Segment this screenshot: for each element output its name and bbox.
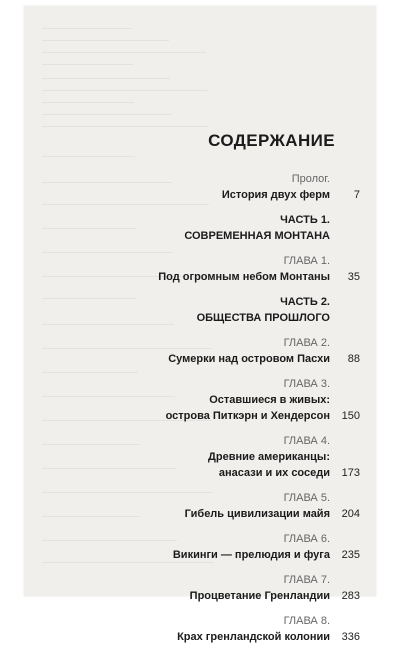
toc-entry — [134, 532, 364, 563]
ghost-line — [42, 228, 136, 229]
toc-page-number: 150 — [341, 410, 360, 422]
toc-part — [134, 295, 364, 326]
toc-title: Процветание Гренландии — [189, 590, 330, 602]
ghost-line — [42, 78, 170, 79]
toc-page-number: 35 — [347, 271, 360, 283]
toc-title: СОВРЕМЕННАЯ МОНТАНА — [184, 230, 330, 242]
toc-entry — [134, 614, 364, 645]
ghost-line — [42, 102, 134, 103]
toc-entry — [134, 377, 364, 424]
toc-label: ЧАСТЬ 2. — [280, 296, 330, 308]
toc-label: ГЛАВА 2. — [283, 337, 330, 349]
toc-entry — [134, 434, 364, 481]
toc-page-number: 283 — [341, 590, 360, 602]
toc-title: Гибель цивилизации майя — [184, 508, 330, 520]
toc-title: Древние американцы: анасази и их соседи — [208, 451, 330, 479]
toc-label: ГЛАВА 8. — [283, 615, 330, 627]
ghost-line — [42, 114, 171, 115]
ghost-line — [42, 28, 132, 29]
ghost-line — [42, 90, 207, 91]
toc-page-number: 88 — [347, 353, 360, 365]
toc-title: Викинги — прелюдия и фуга — [172, 549, 330, 561]
toc-part — [134, 213, 364, 244]
ghost-line — [42, 52, 206, 53]
toc-page-number: 336 — [341, 631, 360, 643]
ghost-line — [42, 516, 140, 517]
toc-label: ЧАСТЬ 1. — [280, 214, 330, 226]
ghost-line — [42, 372, 138, 373]
table-of-contents — [134, 172, 364, 655]
toc-title: Оставшиеся в живых: острова Питкэрн и Хендерсон — [165, 394, 330, 422]
ghost-line — [42, 40, 169, 41]
book-page — [24, 6, 376, 643]
toc-title: Сумерки над островом Пасхи — [168, 353, 330, 365]
ghost-line — [42, 64, 133, 65]
toc-page-number: 235 — [341, 549, 360, 561]
toc-page-number: 204 — [341, 508, 360, 520]
toc-page-number: 173 — [341, 467, 360, 479]
toc-label: ГЛАВА 7. — [283, 574, 330, 586]
toc-label: ГЛАВА 1. — [283, 255, 330, 267]
ghost-line — [42, 156, 135, 157]
toc-label: ГЛАВА 3. — [283, 378, 330, 390]
toc-page-number: 7 — [353, 189, 360, 201]
toc-entry — [134, 172, 364, 203]
toc-entry — [134, 254, 364, 285]
toc-entry — [134, 336, 364, 367]
contents-heading: СОДЕРЖАНИЕ — [208, 131, 335, 150]
toc-label: Пролог. — [291, 173, 330, 185]
ghost-line — [42, 126, 208, 127]
toc-entry — [134, 573, 364, 604]
ghost-line — [42, 444, 139, 445]
toc-title: История двух ферм — [221, 189, 330, 201]
toc-title: Под огромным небом Монтаны — [158, 271, 330, 283]
toc-label: ГЛАВА 6. — [283, 533, 330, 545]
ghost-line — [42, 298, 137, 299]
toc-title: Крах гренландской колонии — [177, 631, 330, 643]
toc-title: ОБЩЕСТВА ПРОШЛОГО — [196, 312, 330, 324]
toc-label: ГЛАВА 5. — [283, 492, 330, 504]
toc-entry — [134, 491, 364, 522]
toc-label: ГЛАВА 4. — [283, 435, 330, 447]
